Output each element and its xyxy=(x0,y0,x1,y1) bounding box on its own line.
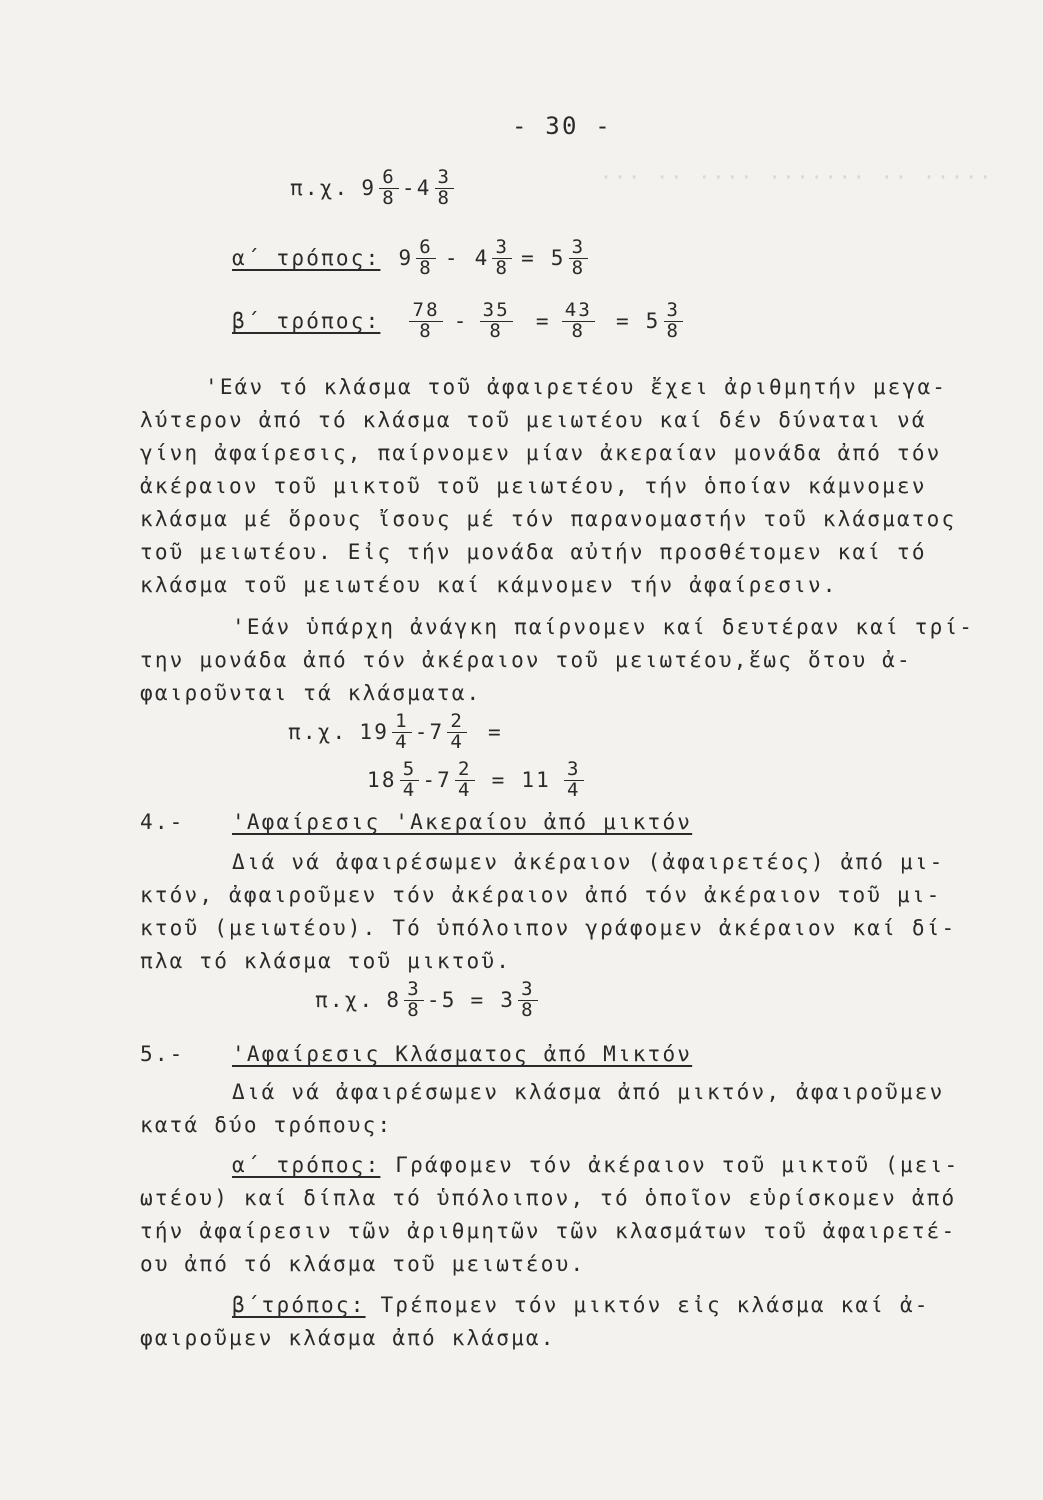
paragraph-line: Διά νά ἀφαιρέσωμεν ἀκέραιον (ἀφαιρετέος) ἀπό μι- xyxy=(232,850,945,874)
fraction: $\frac{6}{8}$ xyxy=(379,168,399,209)
paragraph-line: τήν ἀφαίρεσιν τῶν ἀριθμητῶν τῶν κλασμάτων τοῦ ἀφαιρετέ- xyxy=(140,1219,957,1243)
mixed-whole: 8 xyxy=(386,988,402,1013)
operator: = xyxy=(488,720,503,745)
way-a-example xyxy=(232,238,591,279)
section-title: 'Αφαίρεσις 'Ακεραίου ἀπό μικτόν xyxy=(232,810,693,834)
way-a-label: α΄ τρόπος: xyxy=(232,1153,381,1177)
paragraph-line: ωτέου) καί δίπλα τό ὑπόλοιπον, τό ὁποῖον εὑρίσκομεν ἀπό xyxy=(140,1186,957,1210)
way-b-example xyxy=(232,301,686,342)
example-2-line-1 xyxy=(288,712,503,753)
paragraph-line: την μονάδα ἀπό τόν ἀκέραιον τοῦ μειωτέου,ἕως ὅτου ἀ- xyxy=(140,648,912,672)
operator: -7 xyxy=(422,768,453,793)
operator: -4 xyxy=(401,176,432,201)
fraction: $\frac{3}{8}$ xyxy=(492,238,512,279)
example-2-line-2 xyxy=(367,760,587,801)
paragraph-line: Τρέπομεν τόν μικτόν εἰς κλάσμα καί ἀ- xyxy=(380,1293,930,1317)
fraction: $\frac{43}{8}$ xyxy=(562,301,595,342)
way-a-paragraph xyxy=(232,1153,959,1177)
section-number: 5.- xyxy=(140,1042,185,1066)
result: = 11 xyxy=(491,768,552,793)
example-prefix: π.χ. xyxy=(288,720,348,745)
fraction: $\frac{3}{8}$ xyxy=(664,301,684,342)
paragraph-line: ἀκέραιον τοῦ μικτοῦ τοῦ μειωτέου, τήν ὁποίαν κάμνομεν xyxy=(140,474,927,498)
way-b-label: β΄τρόπος: xyxy=(232,1293,366,1317)
mixed-whole: 18 xyxy=(367,768,397,793)
mixed-whole: 9 xyxy=(398,246,414,271)
section-title: 'Αφαίρεσις Κλάσματος ἀπό Μικτόν xyxy=(232,1042,693,1066)
paragraph-line: πλα τό κλάσμα τοῦ μικτοῦ. xyxy=(140,949,512,973)
mixed-whole: 19 xyxy=(359,720,390,745)
paragraph-line: Γράφομεν τόν ἀκέραιον τοῦ μικτοῦ (μει- xyxy=(395,1153,960,1177)
way-b-label: β΄ τρόπος: xyxy=(232,309,381,334)
fraction: $\frac{35}{8}$ xyxy=(480,301,513,342)
page-number: - 30 - xyxy=(512,112,612,140)
example-1 xyxy=(290,168,457,209)
paragraph-line: γίνη ἀφαίρεσις, παίρνομεν μίαν ἀκεραίαν μονάδα ἀπό τόν xyxy=(140,441,942,465)
fraction: $\frac{3}{4}$ xyxy=(564,760,584,801)
paragraph-line: Διά νά ἀφαιρέσωμεν κλάσμα ἀπό μικτόν, ἀφαιροῦμεν xyxy=(232,1080,945,1104)
fraction: $\frac{3}{8}$ xyxy=(518,980,538,1021)
operator: - xyxy=(453,309,469,334)
fraction: $\frac{2}{4}$ xyxy=(447,712,467,753)
paragraph-line: κατά δύο τρόπους: xyxy=(140,1113,393,1137)
paragraph-line: τοῦ μειωτέου. Εἰς τήν μονάδα αὐτήν προσθέτομεν καί τό xyxy=(140,540,927,564)
bleed-through: ··· ·· ···· ······· ·· ····· xyxy=(600,165,994,189)
example-prefix: π.χ. xyxy=(315,988,375,1013)
paragraph-line: 'Εάν τό κλάσμα τοῦ ἀφαιρετέου ἔχει ἀριθμητήν μεγα- xyxy=(205,375,948,399)
fraction: $\frac{5}{4}$ xyxy=(400,760,420,801)
paragraph-line: φαιροῦμεν κλάσμα ἀπό κλάσμα. xyxy=(140,1326,556,1350)
result: = 5 xyxy=(615,309,661,334)
operator: -5 xyxy=(426,988,457,1013)
paragraph-line: ου ἀπό τό κλάσμα τοῦ μειωτέου. xyxy=(140,1252,586,1276)
mixed-whole: 9 xyxy=(361,176,377,201)
fraction: $\frac{3}{8}$ xyxy=(404,980,424,1021)
fraction: $\frac{2}{4}$ xyxy=(455,760,475,801)
fraction: $\frac{3}{8}$ xyxy=(569,238,589,279)
paragraph-line: κλάσμα μέ ὅρους ἴσους μέ τόν παρανομαστήν τοῦ κλάσματος xyxy=(140,507,957,531)
way-a-label: α΄ τρόπος: xyxy=(232,246,381,271)
paragraph-line: κλάσμα τοῦ μειωτέου καί κάμνομεν τήν ἀφαίρεσιν. xyxy=(140,573,838,597)
section-4-example xyxy=(315,980,541,1021)
paragraph-line: κτοῦ (μειωτέου). Τό ὑπόλοιπον γράφομεν ἀκέραιον καί δί- xyxy=(140,916,957,940)
result: = 5 xyxy=(521,246,566,271)
result: = 3 xyxy=(470,988,516,1013)
operator: - 4 xyxy=(444,246,490,271)
section-number: 4.- xyxy=(140,810,185,834)
fraction: $\frac{1}{4}$ xyxy=(392,712,412,753)
paragraph-line: 'Εάν ὑπάρχη ἀνάγκη παίρνομεν καί δευτέραν καί τρί- xyxy=(232,615,975,639)
operator: = xyxy=(535,309,551,334)
paragraph-line: κτόν, ἀφαιροῦμεν τόν ἀκέραιον ἀπό τόν ἀκέραιον τοῦ μι- xyxy=(140,883,942,907)
fraction: $\frac{6}{8}$ xyxy=(416,238,436,279)
operator: -7 xyxy=(414,720,445,745)
example-prefix: π.χ. xyxy=(290,176,350,201)
way-b-paragraph xyxy=(232,1293,930,1317)
fraction: $\frac{78}{8}$ xyxy=(409,301,442,342)
fraction: $\frac{3}{8}$ xyxy=(435,168,455,209)
paragraph-line: φαιροῦνται τά κλάσματα. xyxy=(140,681,482,705)
paragraph-line: λύτερον ἀπό τό κλάσμα τοῦ μειωτέου καί δέν δύναται νά xyxy=(140,408,927,432)
